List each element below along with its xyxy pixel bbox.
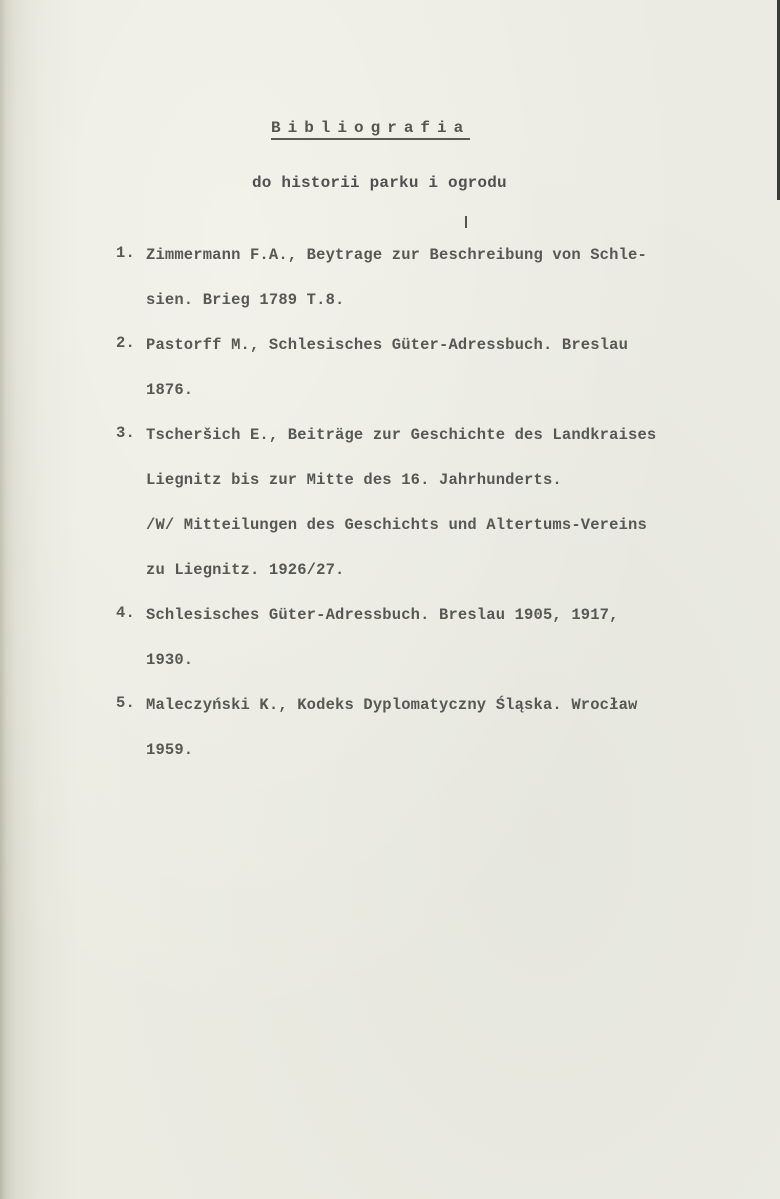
stray-ink-mark xyxy=(465,216,467,228)
entry-line: Tscheršich E., Beiträge zur Geschichte des Landkraises xyxy=(146,426,657,444)
entry-line: sien. Brieg 1789 T.8. xyxy=(146,291,345,309)
entry-line: Maleczyński K., Kodeks Dyplomatyczny Śląska. Wrocław xyxy=(146,696,638,714)
bibliography-entry xyxy=(116,334,736,424)
entry-number: 3. xyxy=(116,424,135,442)
entry-line: 1930. xyxy=(146,651,194,669)
bibliography-entry xyxy=(116,604,736,694)
bibliography-list xyxy=(116,244,736,784)
entry-number: 1. xyxy=(116,244,135,262)
bibliography-entry xyxy=(116,424,736,604)
document-subtitle: do historii parku i ogrodu xyxy=(252,174,507,192)
entry-line: zu Liegnitz. 1926/27. xyxy=(146,561,345,579)
entry-line: Zimmermann F.A., Beytrage zur Beschreibung von Schle- xyxy=(146,246,647,264)
entry-line: /W/ Mitteilungen des Geschichts und Altertums-Vereins xyxy=(146,516,647,534)
entry-line: Liegnitz bis zur Mitte des 16. Jahrhunderts. xyxy=(146,471,562,489)
entry-line: Schlesisches Güter-Adressbuch. Breslau 1905, 1917, xyxy=(146,606,619,624)
entry-number: 2. xyxy=(116,334,135,352)
bibliography-entry xyxy=(116,694,736,784)
entry-number: 5. xyxy=(116,694,135,712)
entry-line: 1959. xyxy=(146,741,194,759)
bibliography-entry xyxy=(116,244,736,334)
entry-line: Pastorff M., Schlesisches Güter-Adressbuch. Breslau xyxy=(146,336,629,354)
entry-line: 1876. xyxy=(146,381,194,399)
document-title: Bibliografia xyxy=(271,119,470,140)
entry-number: 4. xyxy=(116,604,135,622)
